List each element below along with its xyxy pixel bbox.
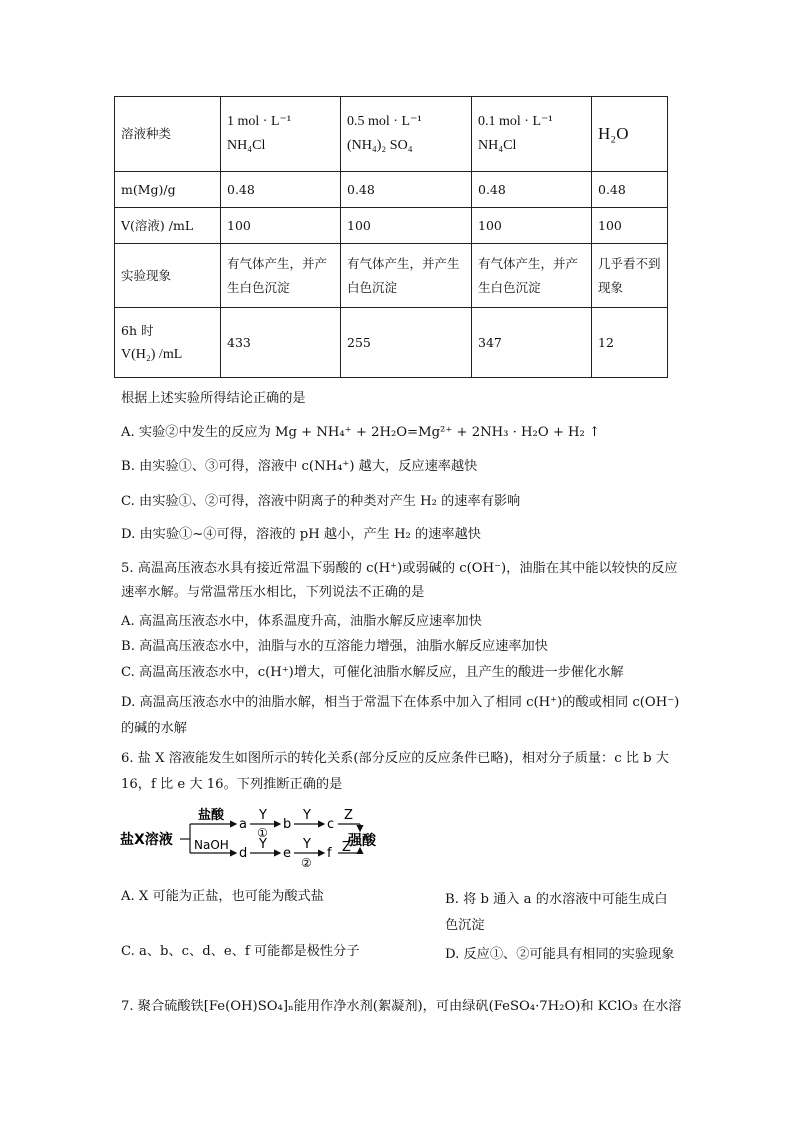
step-2: ② (301, 856, 312, 870)
conversion-diagram-svg (120, 806, 400, 868)
q6-option-c: C. a、b、c、d、e、f 可能都是极性分子 (121, 944, 360, 959)
table-row (115, 172, 668, 208)
top-reagent: 盐酸 (198, 808, 225, 823)
node-f: f (327, 846, 332, 861)
step-1: ① (257, 826, 268, 840)
node-e: e (283, 846, 291, 861)
q5-option-d: D. 高温高压液态水中的油脂水解，相当于常温下在体系中加入了相同 c(H⁺)的酸或相同 c(OH⁻)的碱的水解 (121, 695, 680, 736)
q5-option-a: A. 高温高压液态水中，体系温度升高，油脂水解反应速率加快 (121, 614, 482, 629)
row-label: V(溶液) /mL (115, 208, 221, 244)
table-row (115, 244, 668, 308)
table-cell: 12 (592, 308, 668, 378)
q5-stem: 5. 高温高压液态水具有接近常温下弱酸的 c(H⁺)或弱碱的 c(OH⁻)，油脂在其中能以较快的反应速率水解。与常温常压水相比，下列说法不正确的是 (121, 561, 678, 600)
header-cell: H₂O (592, 97, 668, 172)
table-cell: 347 (472, 308, 592, 378)
q4-option-b: B. 由实验①、③可得，溶液中 c(NH₄⁺) 越大，反应速率越快 (121, 459, 478, 474)
table-cell: 有气体产生，并产生白色沉淀 (221, 244, 341, 308)
table-cell: 100 (592, 208, 668, 244)
table-cell: 0.48 (341, 172, 472, 208)
header-cell: 0.5 mol · L⁻¹ (NH₄)₂ SO₄ (341, 97, 472, 172)
table-cell: 0.48 (472, 172, 592, 208)
q5-option-b: B. 高温高压液态水中，油脂与水的互溶能力增强，油脂水解反应速率加快 (121, 639, 548, 654)
node-d: d (239, 846, 248, 861)
product-strong-acid: 强酸 (348, 833, 376, 849)
reagent-y-top-1: Y (259, 808, 267, 823)
q4-option-d: D. 由实验①~④可得，溶液的 pH 越小，产生 H₂ 的速率越快 (121, 527, 481, 542)
header-cell: 1 mol · L⁻¹ NH₄Cl (221, 97, 341, 172)
row-label: 实验现象 (115, 244, 221, 308)
q6-option-b: B. 将 b 通入 a 的水溶液中可能生成白色沉淀 (445, 892, 668, 933)
table-row (115, 208, 668, 244)
table-cell: 255 (341, 308, 472, 378)
q7-stem: 7. 聚合硫酸铁[Fe(OH)SO₄]ₙ能用作净水剂(絮凝剂)，可由绿矾(FeSO₄·7H₂O)和 KClO₃ 在水溶 (121, 999, 682, 1014)
q6-stem: 6. 盐 X 溶液能发生如图所示的转化关系(部分反应的反应条件已略)，相对分子质量：c 比 b 大 16，f 比 e 大 16。下列推断正确的是 (121, 751, 669, 792)
table-cell: 几乎看不到现象 (592, 244, 668, 308)
row-label: 6h 时 V(H₂) /mL (115, 308, 221, 378)
table-cell: 100 (472, 208, 592, 244)
experiment-table (114, 96, 668, 378)
start-label: 盐X溶液 (120, 832, 173, 848)
table-row (115, 97, 668, 172)
reagent-y-top-2: Y (303, 808, 311, 823)
conversion-diagram (120, 806, 400, 868)
q6-option-a: A. X 可能为正盐，也可能为酸式盐 (121, 889, 324, 904)
row-label: m(Mg)/g (115, 172, 221, 208)
q4-option-a: A. 实验②中发生的反应为 Mg + NH₄⁺ + 2H₂O=Mg²⁺ + 2NH₃ · H₂O + H₂ ↑ (121, 425, 601, 440)
row-label: 溶液种类 (115, 97, 221, 172)
table-cell: 100 (341, 208, 472, 244)
node-c: c (327, 817, 335, 832)
reagent-z-bottom: Z (342, 840, 351, 855)
node-a: a (239, 817, 247, 832)
node-b: b (283, 817, 292, 832)
table-cell: 433 (221, 308, 341, 378)
header-cell: 0.1 mol · L⁻¹ NH₄Cl (472, 97, 592, 172)
table-cell: 0.48 (592, 172, 668, 208)
table-cell: 0.48 (221, 172, 341, 208)
table-cell: 有气体产生，并产生白色沉淀 (341, 244, 472, 308)
bottom-reagent: NaOH (194, 838, 229, 852)
reagent-y-bottom-1: Y (259, 837, 267, 852)
q4-option-c: C. 由实验①、②可得，溶液中阴离子的种类对产生 H₂ 的速率有影响 (121, 494, 521, 509)
reagent-y-bottom-2: Y (303, 837, 311, 852)
q4-stem: 根据上述实验所得结论正确的是 (121, 391, 306, 406)
table-cell: 100 (221, 208, 341, 244)
reagent-z-top: Z (344, 808, 353, 823)
table-cell: 有气体产生，并产生白色沉淀 (472, 244, 592, 308)
table-row (115, 308, 668, 378)
q6-option-d: D. 反应①、②可能具有相同的实验现象 (445, 947, 675, 962)
q5-option-c: C. 高温高压液态水中，c(H⁺)增大，可催化油脂水解反应，且产生的酸进一步催化水解 (121, 665, 624, 680)
